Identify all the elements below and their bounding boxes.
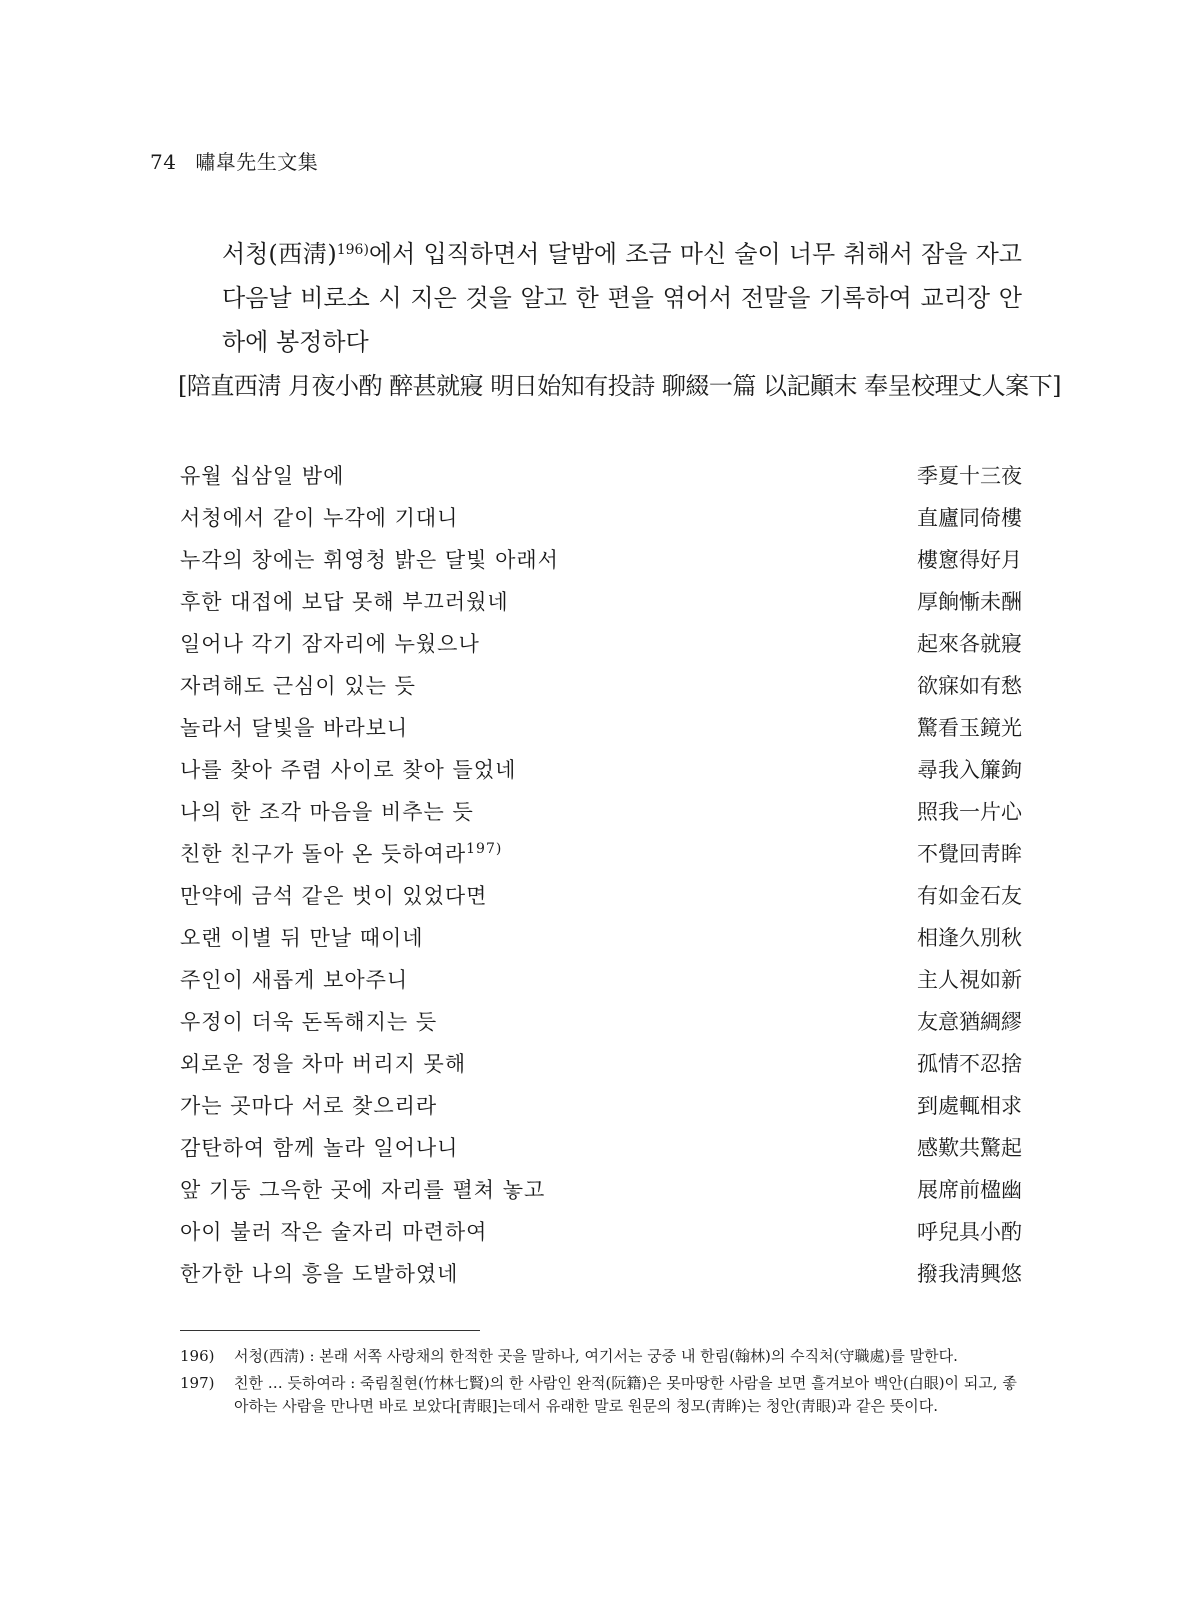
verse-hanja: 有如金石友 bbox=[917, 884, 1022, 908]
verse-hanja: 照我一片心 bbox=[917, 800, 1022, 824]
verse-line bbox=[180, 1252, 1022, 1294]
verse-line bbox=[180, 706, 1022, 748]
verse-korean: 주인이 새롭게 보아주니 bbox=[180, 968, 409, 992]
verse-line bbox=[180, 622, 1022, 664]
footnote-text: 친한 … 듯하여라 : 죽림칠현(竹林七賢)의 한 사람인 완적(阮籍)은 못마땅한 사람을 보면 흘겨보아 백안(白眼)이 되고, 좋아하는 사람을 만나면 바로 보았다[靑眼]는데서 유래한 말로 원문의 청모(靑眸)는 청안(靑眼)과 같은 뜻이다. bbox=[234, 1374, 1017, 1415]
verse-korean: 가는 곳마다 서로 찾으리라 bbox=[180, 1094, 438, 1118]
verse-line bbox=[180, 748, 1022, 790]
verse-line bbox=[180, 790, 1022, 832]
verse-hanja: 到處輒相求 bbox=[917, 1094, 1022, 1118]
verse-hanja: 撥我淸興悠 bbox=[917, 1262, 1022, 1286]
verse-line bbox=[180, 664, 1022, 706]
verse-line bbox=[180, 1042, 1022, 1084]
title-korean-part2: 에서 입직하면서 달밤에 조금 마신 술이 너무 취해서 잠을 자고 다음날 비로소 시 지은 것을 알고 한 편을 엮어서 전말을 기록하여 교리장 안하에 봉정하다 bbox=[222, 240, 1022, 356]
verse-korean: 앞 기둥 그윽한 곳에 자리를 펼쳐 놓고 bbox=[180, 1178, 546, 1202]
verse-korean: 친한 친구가 돌아 온 듯하여라 bbox=[180, 842, 467, 866]
verse-hanja: 驚看玉鏡光 bbox=[917, 716, 1022, 740]
verse-hanja: 感歎共驚起 bbox=[917, 1136, 1022, 1160]
verse-hanja: 直廬同倚樓 bbox=[917, 506, 1022, 530]
verse-line bbox=[180, 874, 1022, 916]
book-title: 嘯皐先生文集 bbox=[195, 150, 319, 174]
poem-title-hanja: [陪直西淸 月夜小酌 醉甚就寢 明日始知有投詩 聊綴一篇 以記顚末 奉呈校理丈人案下] bbox=[178, 372, 1061, 400]
footnote-number: 196) bbox=[180, 1347, 215, 1365]
verse-korean: 나를 찾아 주렴 사이로 찾아 들었네 bbox=[180, 758, 517, 782]
poem-title-korean bbox=[222, 232, 1022, 364]
verse-korean: 만약에 금석 같은 벗이 있었다면 bbox=[180, 884, 488, 908]
verse-korean: 오랜 이별 뒤 만날 때이네 bbox=[180, 926, 424, 950]
verse-line bbox=[180, 916, 1022, 958]
verse-korean: 아이 불러 작은 술자리 마련하여 bbox=[180, 1220, 488, 1244]
verse-korean-with-note bbox=[180, 838, 502, 868]
verse-line bbox=[180, 496, 1022, 538]
title-korean-part1: 서청(西淸) bbox=[222, 240, 337, 268]
footnote-197 bbox=[180, 1372, 1022, 1418]
verse-line bbox=[180, 454, 1022, 496]
footnote-ref-196: 196) bbox=[336, 242, 369, 258]
verse-korean: 놀라서 달빛을 바라보니 bbox=[180, 716, 409, 740]
verse-korean: 유월 십삼일 밤에 bbox=[180, 464, 345, 488]
verse-hanja: 孤情不忍捨 bbox=[917, 1052, 1022, 1076]
footnote-196 bbox=[180, 1345, 1022, 1368]
verse-hanja: 厚餉慚未酬 bbox=[917, 590, 1022, 614]
verse-hanja: 展席前楹幽 bbox=[917, 1178, 1022, 1202]
verse-korean: 외로운 정을 차마 버리지 못해 bbox=[180, 1052, 467, 1076]
verse-line bbox=[180, 1126, 1022, 1168]
verse-korean: 한가한 나의 흥을 도발하였네 bbox=[180, 1262, 459, 1286]
footnote-ref-197: 197) bbox=[466, 841, 503, 857]
footnote-text: 서청(西淸) : 본래 서쪽 사랑채의 한적한 곳을 말하나, 여기서는 궁중 내 한림(翰林)의 수직처(守職處)를 말한다. bbox=[234, 1347, 958, 1365]
verse-line bbox=[180, 1084, 1022, 1126]
verse-hanja: 呼兒具小酌 bbox=[917, 1220, 1022, 1244]
verse-line bbox=[180, 538, 1022, 580]
footnotes bbox=[180, 1345, 1022, 1422]
verse-korean: 일어나 각기 잠자리에 누웠으나 bbox=[180, 632, 480, 656]
verse-korean: 감탄하여 함께 놀라 일어나니 bbox=[180, 1136, 459, 1160]
verse-hanja: 欲寐如有愁 bbox=[917, 674, 1022, 698]
verse-hanja: 主人視如新 bbox=[917, 968, 1022, 992]
verse-line bbox=[180, 580, 1022, 622]
verse-korean: 나의 한 조각 마음을 비추는 듯 bbox=[180, 800, 474, 824]
verse-hanja: 友意猶綢繆 bbox=[917, 1010, 1022, 1034]
page-number: 74 bbox=[150, 150, 177, 174]
verse-line bbox=[180, 1000, 1022, 1042]
verse-korean: 후한 대접에 보답 못해 부끄러웠네 bbox=[180, 590, 509, 614]
verse-korean: 우정이 더욱 돈독해지는 듯 bbox=[180, 1010, 438, 1034]
verse-line bbox=[180, 1168, 1022, 1210]
verse-hanja: 季夏十三夜 bbox=[917, 464, 1022, 488]
verse-line bbox=[180, 832, 1022, 874]
verse-hanja: 不覺回靑眸 bbox=[917, 842, 1022, 866]
footnote-divider bbox=[180, 1330, 480, 1331]
running-header bbox=[150, 146, 318, 175]
poem bbox=[180, 454, 1022, 1294]
verse-korean: 서청에서 같이 누각에 기대니 bbox=[180, 506, 459, 530]
verse-hanja: 起來各就寢 bbox=[917, 632, 1022, 656]
verse-korean: 누각의 창에는 휘영청 밝은 달빛 아래서 bbox=[180, 548, 559, 572]
verse-hanja: 樓窻得好月 bbox=[917, 548, 1022, 572]
footnote-number: 197) bbox=[180, 1374, 215, 1392]
verse-hanja: 相逢久別秋 bbox=[917, 926, 1022, 950]
verse-line bbox=[180, 1210, 1022, 1252]
verse-line bbox=[180, 958, 1022, 1000]
verse-hanja: 尋我入簾鉤 bbox=[917, 758, 1022, 782]
verse-korean: 자려해도 근심이 있는 듯 bbox=[180, 674, 416, 698]
